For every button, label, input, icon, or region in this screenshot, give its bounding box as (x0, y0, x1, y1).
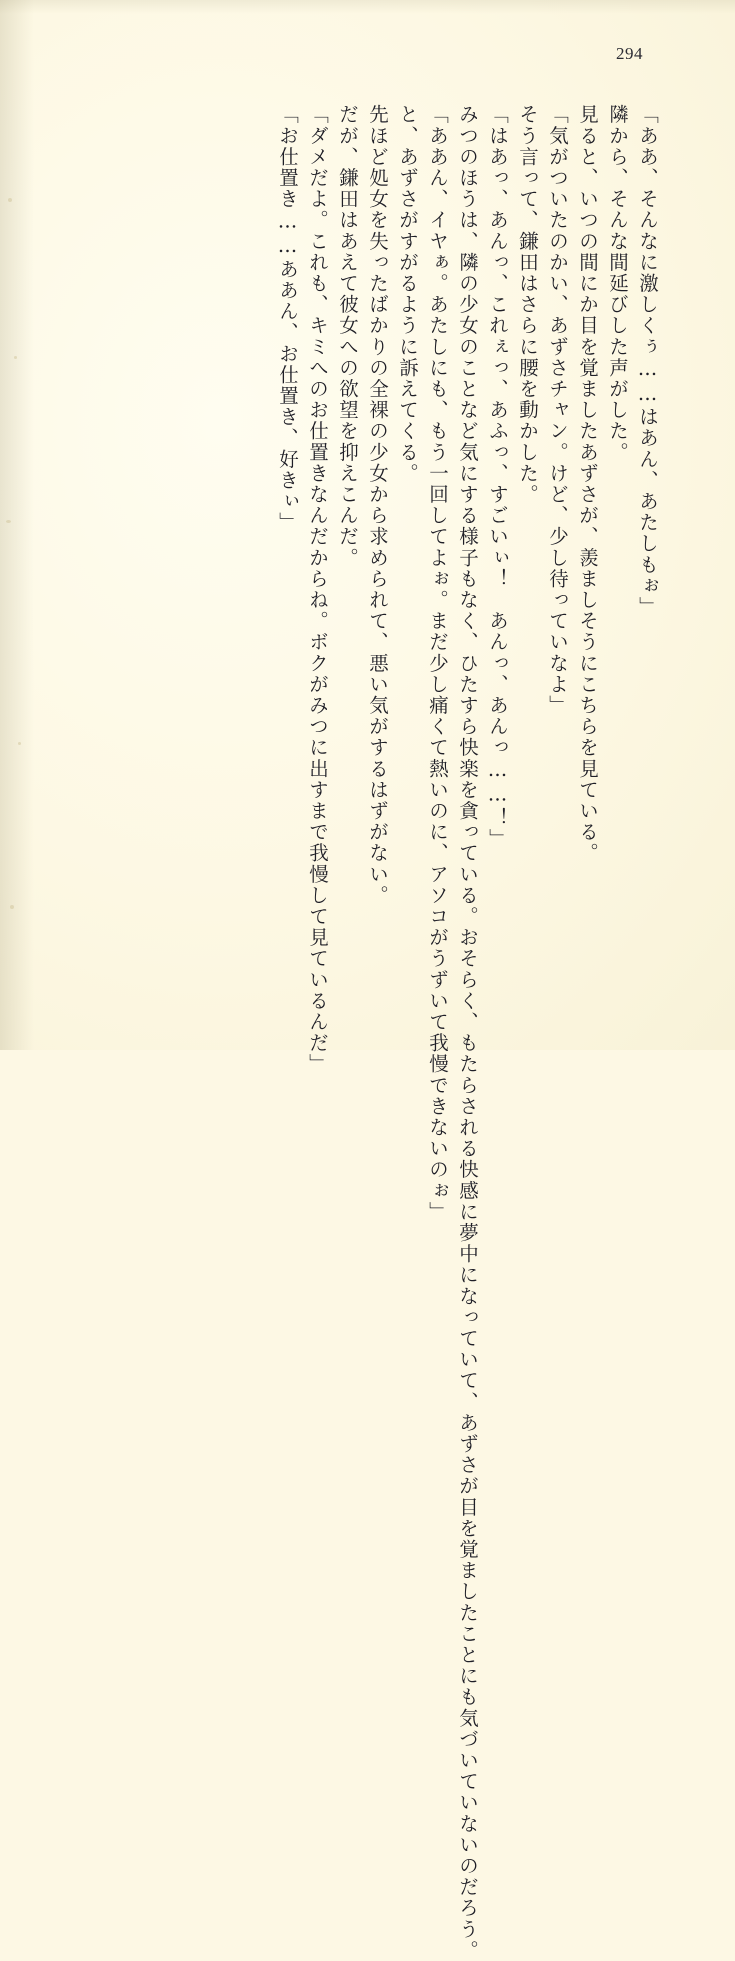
text-column: 見ると、いつの間にか目を覚ましたあずさが、羨ましそうにこちらを見ている。 (576, 104, 599, 864)
text-column: 「ああん、イヤぁ。あたしにも、もう一回してよぉ。まだ少し痛くて熱いのに、アソコがうずいて我慢できないのぉ」 (426, 104, 449, 1223)
text-column: 「はあっ、あんっ、これぇっ、あふっ、すごいぃ！ あんっ、あんっ……！」 (486, 104, 509, 850)
text-column: 「ダメだよ。これも、キミへのお仕置きなんだからね。ボクがみつに出すまで我慢して見ているんだ」 (306, 104, 329, 1075)
scan-speck (10, 905, 14, 909)
text-column: 「お仕置き……ああん、お仕置き、好きぃ」 (276, 104, 299, 533)
scan-speck (8, 198, 12, 202)
text-column: と、あずさがすがるように訴えてくる。 (396, 104, 419, 484)
vertical-text-body (86, 104, 659, 1961)
scan-edge-shadow-top (0, 0, 735, 14)
text-column: みつのほうは、隣の少女のことなど気にする様子もなく、ひたすら快楽を貪っている。おそらく、もたらされる快感に夢中になっていて、あずさが目を覚ましたことにも気づいていないのだろう。 (456, 104, 479, 1961)
text-column: そう言って、鎌田はさらに腰を動かした。 (516, 104, 539, 505)
text-column: 先ほど処女を失ったばかりの全裸の少女から求められて、悪い気がするはずがない。 (366, 104, 389, 906)
scan-binding-shadow (0, 0, 34, 1050)
text-column: 隣から、そんな間延びした声がした。 (606, 104, 629, 463)
scan-speck (6, 520, 11, 523)
scan-speck (18, 742, 21, 745)
text-column: 「ああ、そんなに激しくぅ……はあん、あたしもぉ」 (636, 104, 659, 618)
page-number: 294 (616, 44, 643, 63)
text-column: 「気がついたのかい、あずさチャン。けど、少し待っていなよ」 (546, 104, 569, 716)
scan-speck (14, 356, 17, 359)
text-column: だが、鎌田はあえて彼女への欲望を抑えこんだ。 (336, 104, 359, 569)
